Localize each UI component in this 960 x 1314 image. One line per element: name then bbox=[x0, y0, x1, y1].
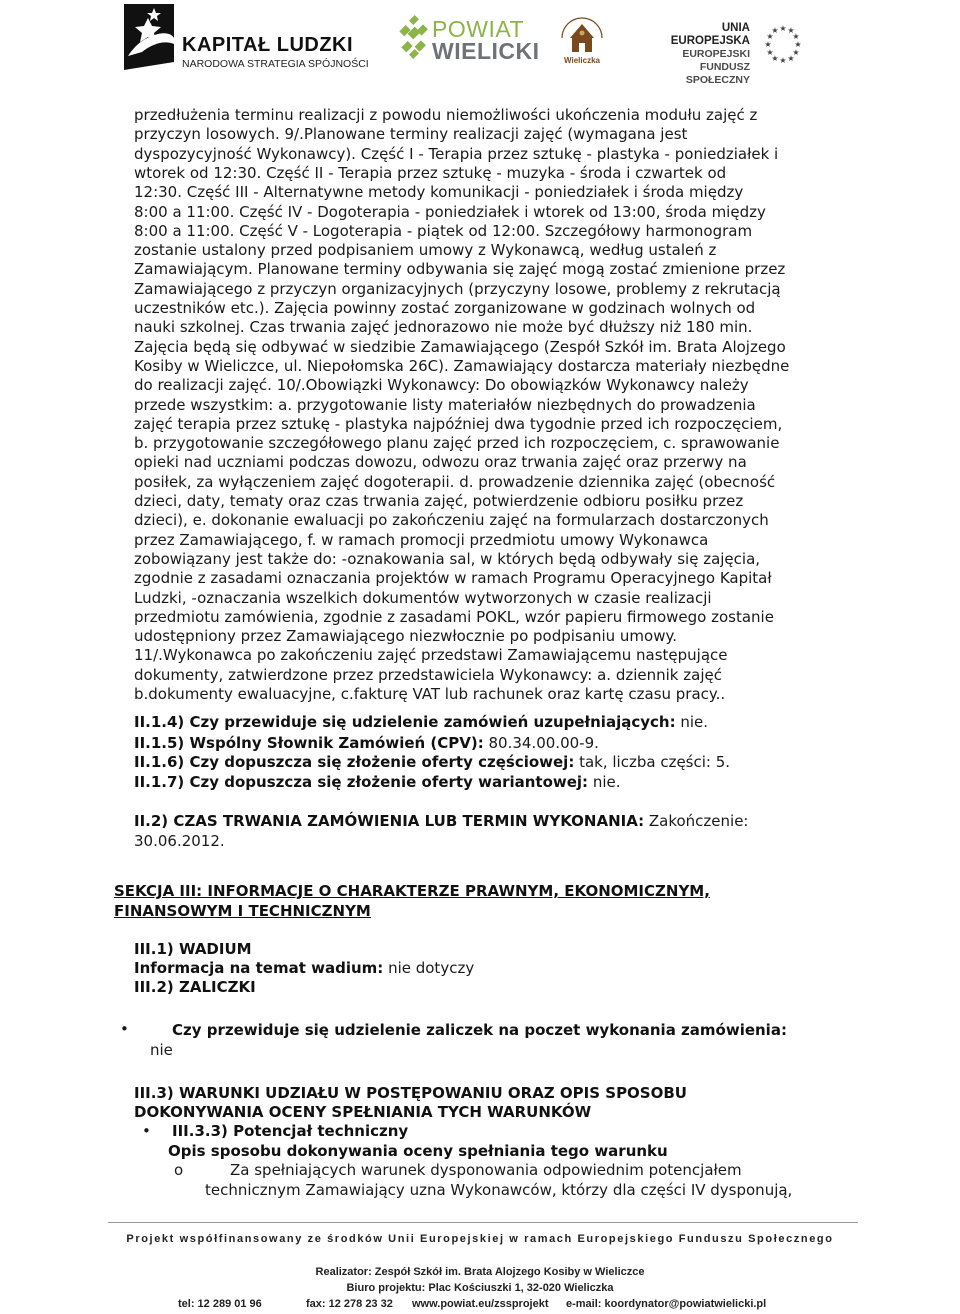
paragraph-line: 8:00 a 11:00. Część IV - Dogoterapia - poniedziałek i wtorek od 13:00, środa między bbox=[134, 202, 766, 221]
paragraph-line: 12:30. Część III - Alternatywne metody komunikacji - poniedziałek i środa między bbox=[134, 183, 744, 202]
zaliczki-answer: nie bbox=[150, 1041, 173, 1059]
field-label: II.1.4) Czy przewiduje się udzielenie zamówień uzupełniających: bbox=[134, 713, 676, 731]
field-value: nie. bbox=[588, 773, 621, 791]
svg-text:★: ★ bbox=[792, 32, 800, 41]
section-heading-line1: SEKCJA III: INFORMACJE O CHARAKTERZE PRAWNYM, EKONOMICZNYM, bbox=[114, 882, 710, 900]
bullet-dot: • bbox=[142, 1122, 151, 1140]
wadium-heading: III.1) WADIUM bbox=[134, 940, 252, 958]
paragraph-line: Zamawiającego z przyczyn organizacyjnych (przyczyny losowe, problemy z rekrutacją bbox=[134, 279, 781, 298]
svg-text:★: ★ bbox=[792, 48, 800, 57]
zaliczki-question: Czy przewiduje się udzielenie zaliczek na poczet wykonania zamówienia: bbox=[172, 1021, 787, 1039]
czas-value: Zakończenie: bbox=[644, 812, 749, 830]
eu-text bbox=[648, 22, 750, 87]
powiat-wielicki-logo bbox=[398, 14, 540, 64]
footer-divider bbox=[108, 1222, 858, 1223]
paragraph-line: posiłek, za wyłączeniem zajęć dogoterapii. d. prowadzenie dziennika zajęć (obecność bbox=[134, 472, 776, 491]
wadium-info bbox=[134, 959, 474, 978]
paragraph-line: 11/.Wykonawca po zakończeniu zajęć przedstawi Zamawiającemu następujące bbox=[134, 646, 728, 665]
kapital-ludzki-title: KAPITAŁ LUDZKI bbox=[182, 34, 354, 56]
eu-logo bbox=[648, 22, 848, 86]
footer-project-note: Projekt współfinansowany ze środków Unii Europejskiej w ramach Europejskiego Funduszu Społecznego bbox=[126, 1233, 834, 1245]
paragraph-line: dzieci), e. dokonanie ewaluacji po zakończeniu zajęć na formularzach dostarczonych bbox=[134, 511, 769, 530]
bullet-dot: • bbox=[120, 1020, 129, 1038]
paragraph-line: opieki nad uczniami podczas dowozu, odwozu oraz trwania zajęć oraz przerwy na bbox=[134, 453, 747, 472]
paragraph-line: dokumenty, zatwierdzone przez przedstawiciela Wykonawcy: a. dziennik zajęć bbox=[134, 665, 722, 684]
kapital-ludzki-logo bbox=[118, 4, 373, 72]
paragraph-line: wtorek od 12:30. Część II - Terapia przez sztukę - muzyka - środa i czwartek od bbox=[134, 163, 727, 182]
paragraph-line: Zajęcia będą się odbywać w siedzibie Zamawiającego (Zespół Szkół im. Brata Alojzego bbox=[134, 337, 786, 356]
powiat-line1: POWIAT bbox=[432, 16, 525, 42]
svg-text:★: ★ bbox=[766, 48, 774, 57]
warunki-heading-line1: III.3) WARUNKI UDZIAŁU W POSTĘPOWANIU ORAZ OPIS SPOSOBU bbox=[134, 1084, 687, 1102]
paragraph-line: dyspozycyjność Wykonawcy). Część I - Terapia przez sztukę - plastyka - poniedziałek i bbox=[134, 144, 779, 163]
paragraph-line: 8:00 a 11:00. Część V - Logoterapia - piątek od 12:00. Szczegółowy harmonogram bbox=[134, 221, 753, 240]
paragraph-line: przedłużenia terminu realizacji z powodu niemożliwości ukończenia modułu zajęć z bbox=[134, 106, 758, 124]
svg-text:★: ★ bbox=[787, 26, 795, 35]
paragraph-line: dzieci, daty, tematy oraz czas trwania zajęć, potwierdzenie odbioru posiłku przez bbox=[134, 492, 744, 510]
svg-text:★: ★ bbox=[779, 56, 787, 65]
paragraph-line: nauki szkolnej. Czas trwania zajęć jednorazowo nie może być dłuższy niż 180 min. bbox=[134, 318, 753, 337]
potencjal-heading: III.3.3) Potencjał techniczny bbox=[172, 1122, 409, 1140]
kapital-ludzki-emblem-icon bbox=[118, 4, 182, 70]
paragraph-line: zobowiązany jest także do: -oznakowania sal, w których będą odbywały się zajęcia, bbox=[134, 549, 761, 568]
opis-line1: Za spełniających warunek dysponowania odpowiednim potencjałem bbox=[230, 1161, 742, 1179]
paragraph-line: zajęć terapia przez sztukę - plastyka najpóźniej dwa tygodnie przed ich rozpoczęciem, bbox=[134, 414, 783, 433]
svg-text:★: ★ bbox=[787, 54, 795, 63]
svg-text:★: ★ bbox=[794, 40, 802, 49]
eu-flag-icon bbox=[760, 22, 806, 66]
paragraph-line: b. przygotowanie szczegółowego planu zajęć przed ich rozpoczęciem, c. sprawowanie bbox=[134, 434, 780, 453]
field-ii-1-4 bbox=[134, 713, 708, 732]
paragraph-line: Kosiby w Wieliczce, ul. Niepołomska 26C). Zamawiający dostarcza materiały niezbędne bbox=[134, 356, 790, 375]
paragraph-line: przyczyn losowych. 9/.Planowane terminy realizacji zajęć (wymagana jest bbox=[134, 125, 688, 144]
paragraph-line: Ludzki, -oznaczania wszelkich dokumentów wytworzonych w czasie realizacji bbox=[134, 588, 712, 607]
footer-email[interactable]: e-mail: koordynator@powiatwielicki.pl bbox=[566, 1298, 767, 1310]
salt-crystal-icon bbox=[398, 14, 430, 62]
school-caption: Wieliczka bbox=[564, 56, 600, 65]
svg-text:★: ★ bbox=[766, 32, 774, 41]
footer-tel: tel: 12 289 01 96 bbox=[178, 1298, 262, 1310]
paragraph-line: uczestników etc.). Zajęcia powinny zostać zorganizowane w godzinach wolnych od bbox=[134, 299, 756, 317]
field-label: II.1.7) Czy dopuszcza się złożenie oferty wariantowej: bbox=[134, 773, 589, 791]
field-ii-1-5 bbox=[134, 734, 599, 753]
page-header bbox=[0, 0, 960, 86]
footer-www[interactable]: www.powiat.eu/zssprojekt bbox=[412, 1298, 549, 1310]
wadium-info-value: nie dotyczy bbox=[383, 959, 475, 977]
footer-realizator: Realizator: Zespół Szkół im. Brata Alojzego Kosiby w Wieliczce bbox=[315, 1266, 645, 1278]
paragraph-line: b.dokumenty ewaluacyjne, c.fakturę VAT lub rachunek oraz kartę czasu pracy.. bbox=[134, 685, 726, 703]
zaliczki-heading: III.2) ZALICZKI bbox=[134, 978, 256, 996]
paragraph-line: przez Zamawiającego, f. w ramach promocji przedmiotu umowy Wykonawca bbox=[134, 530, 709, 549]
svg-text:★: ★ bbox=[771, 54, 779, 63]
footer-fax: fax: 12 278 23 32 bbox=[306, 1298, 393, 1310]
field-value: nie. bbox=[675, 713, 709, 731]
svg-text:★: ★ bbox=[771, 26, 779, 35]
paragraph-line: zgodnie z zasadami oznaczania projektów w ramach Programu Operacyjnego Kapitał bbox=[134, 569, 772, 588]
opis-line2: technicznym Zamawiający uzna Wykonawców, którzy dla części IV dysponują, bbox=[205, 1181, 793, 1199]
paragraph-line: udostępniony przez Zamawiającego niezwłocznie po podpisaniu umowy. bbox=[134, 627, 677, 646]
czas-label: II.2) CZAS TRWANIA ZAMÓWIENIA LUB TERMIN WYKONANIA: bbox=[134, 812, 645, 830]
paragraph-line: do realizacji zajęć. 10/.Obowiązki Wykonawcy: Do obowiązków Wykonawcy należy bbox=[134, 376, 749, 395]
sub-bullet-circle: o bbox=[174, 1161, 184, 1179]
field-label: II.1.6) Czy dopuszcza się złożenie oferty częściowej: bbox=[134, 753, 575, 771]
section-heading-line2: FINANSOWYM I TECHNICZNYM bbox=[114, 902, 371, 920]
svg-text:★: ★ bbox=[779, 24, 787, 33]
eu-line3: FUNDUSZ SPOŁECZNY bbox=[685, 61, 750, 86]
field-value: tak, liczba części: 5. bbox=[574, 753, 731, 771]
paragraph-line: zostanie ustalony przed podpisaniem umowy z Wykonawcą, według ustaleń z bbox=[134, 241, 717, 260]
svg-text:★: ★ bbox=[764, 40, 772, 49]
eu-line1: UNIA EUROPEJSKA bbox=[670, 22, 750, 47]
paragraph-line: Zamawiającym. Planowane terminy odbywania się zajęć mogą zostać zmienione przez bbox=[134, 260, 786, 279]
eu-line2: EUROPEJSKI bbox=[682, 48, 750, 60]
czas-trwania bbox=[134, 812, 748, 831]
school-logo-icon bbox=[556, 8, 608, 66]
field-ii-1-6 bbox=[134, 753, 730, 772]
czas-date: 30.06.2012. bbox=[134, 832, 225, 850]
field-label: II.1.5) Wspólny Słownik Zamówień (CPV): bbox=[134, 734, 484, 752]
paragraph-line: przedmiotu zamówienia, zgodnie z zasadami POKL, wzór papieru firmowego zostanie bbox=[134, 607, 774, 626]
paragraph-line: przede wszystkim: a. przygotowanie listy materiałów niezbędnych do prowadzenia bbox=[134, 395, 756, 414]
warunki-heading-line2: DOKONYWANIA OCENY SPEŁNIANIA TYCH WARUNKÓW bbox=[134, 1103, 592, 1121]
wadium-info-label: Informacja na temat wadium: bbox=[134, 959, 384, 977]
opis-heading: Opis sposobu dokonywania oceny spełniania tego warunku bbox=[168, 1142, 668, 1160]
field-value: 80.34.00.00-9. bbox=[483, 734, 599, 752]
field-ii-1-7 bbox=[134, 773, 621, 792]
footer-biuro: Biuro projektu: Plac Kościuszki 1, 32-020 Wieliczka bbox=[346, 1282, 614, 1294]
kapital-ludzki-subtitle: NARODOWA STRATEGIA SPÓJNOŚCI bbox=[182, 58, 369, 70]
powiat-line2: WIELICKI bbox=[432, 38, 540, 64]
